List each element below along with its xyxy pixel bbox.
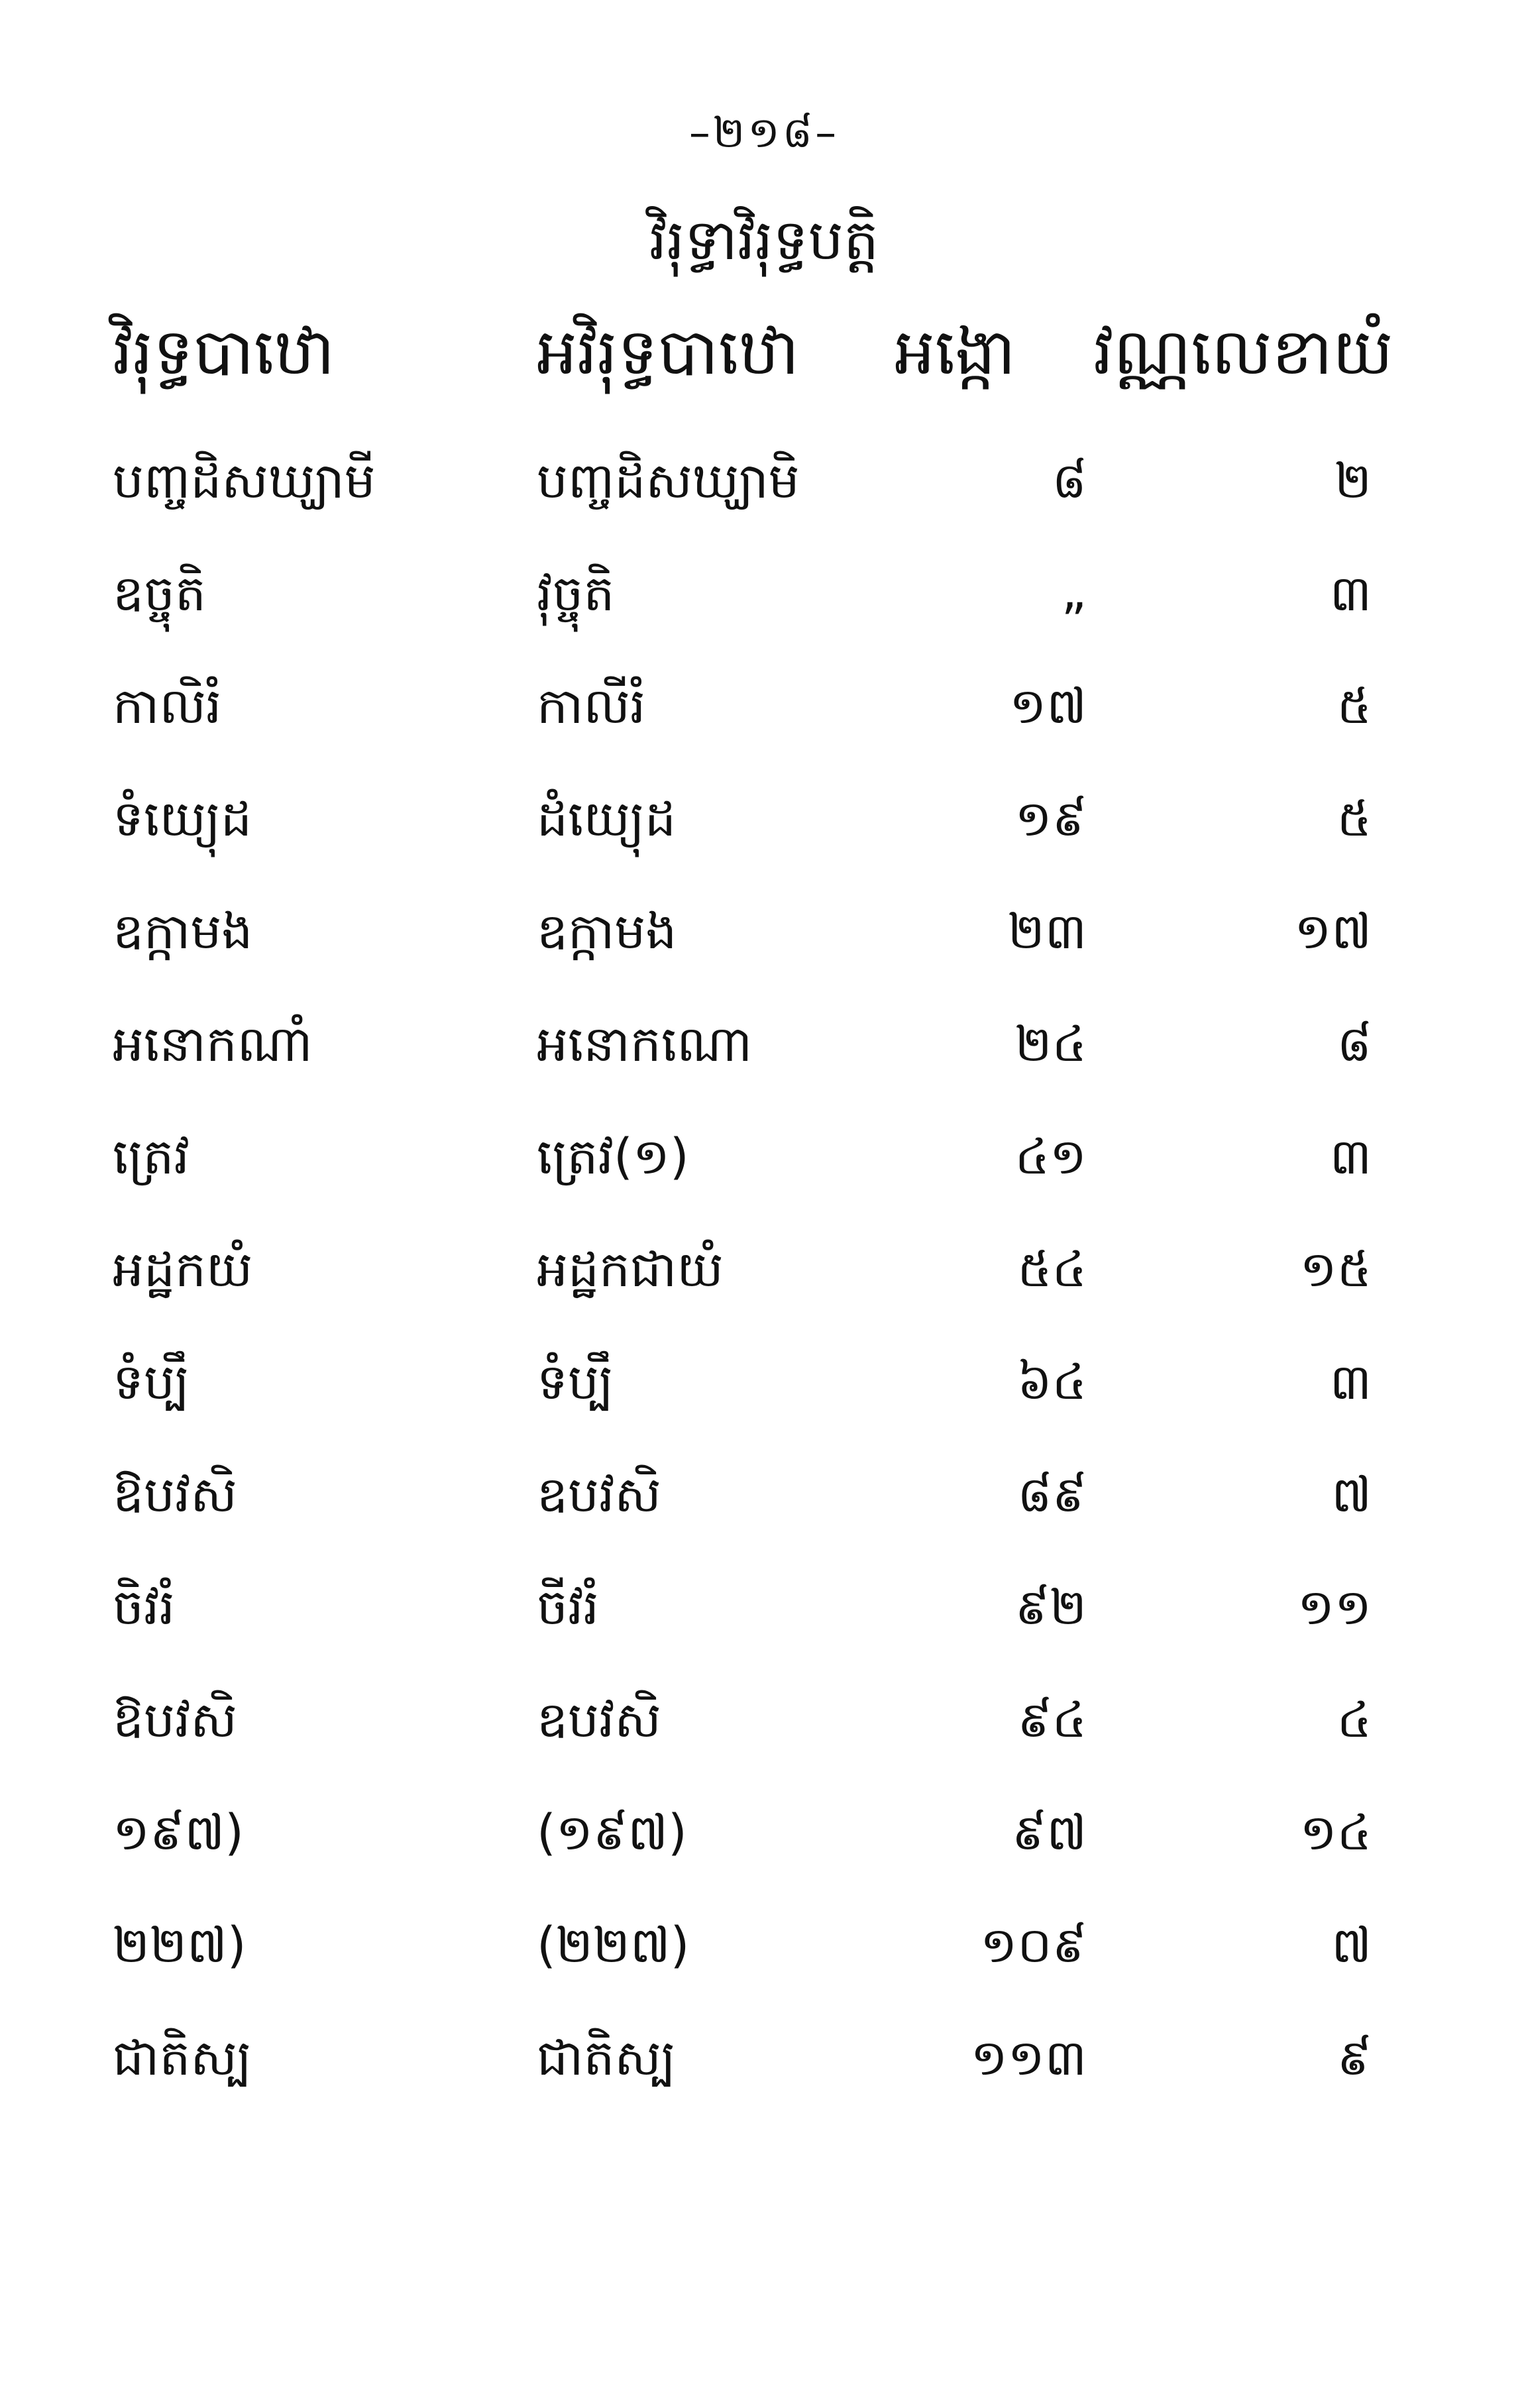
cell-wrong-reading: ទំយ្យេុដ — [113, 791, 252, 848]
table-row — [113, 789, 1372, 901]
cell-correct-reading: ឧបវសិ — [537, 1692, 661, 1749]
cell-page: ១០៩ — [980, 1917, 1087, 1974]
header-page: អង្កោ — [895, 315, 1016, 389]
cell-page: „ — [1061, 563, 1087, 620]
table-row — [113, 1352, 1372, 1464]
cell-page: ៩២ — [1014, 1579, 1087, 1636]
cell-line: ៥ — [1337, 791, 1372, 848]
cell-wrong-reading: ឧច្ចុតិ — [113, 565, 206, 622]
cell-correct-reading: (២២៧) — [537, 1917, 690, 1974]
cell-line: ១១ — [1297, 1579, 1372, 1636]
cell-correct-reading: ត្រេវ(១) — [537, 1128, 689, 1185]
table-row — [113, 1239, 1372, 1352]
cell-line: ៤ — [1337, 1692, 1372, 1749]
cell-page: ២៣ — [1007, 903, 1087, 960]
cell-line: ១៥ — [1299, 1241, 1372, 1298]
cell-page: ៩៧ — [1011, 1804, 1087, 1861]
cell-wrong-reading: ឱបវសិ — [113, 1692, 237, 1749]
cell-wrong-reading: អដ្ឋកយំ — [113, 1241, 253, 1298]
cell-page: ១៩ — [1014, 791, 1087, 848]
header-wrong-reading: វិរុទ្ធបាឋោ — [113, 315, 335, 389]
header-correct-reading: អវិរុទ្ធបាឋោ — [537, 315, 800, 389]
table-row — [113, 1577, 1372, 1690]
cell-correct-reading: ទំប្បឹ — [537, 1354, 614, 1411]
table-row — [113, 901, 1372, 1014]
table-row — [113, 1464, 1372, 1577]
cell-correct-reading: អនោកណោ — [537, 1016, 753, 1073]
cell-page: ៤១ — [1014, 1128, 1087, 1185]
table-row — [113, 1802, 1372, 1915]
cell-line: ៧ — [1331, 1466, 1372, 1523]
cell-wrong-reading: អនោកណាំ — [113, 1016, 313, 1073]
cell-correct-reading: ចីវរំ — [537, 1579, 599, 1636]
cell-line: ៨ — [1337, 1016, 1372, 1073]
cell-page: ៥៤ — [1017, 1241, 1087, 1298]
table-row — [113, 676, 1372, 789]
cell-line: ១៧ — [1294, 903, 1372, 960]
cell-wrong-reading: ជាតិស្ប — [113, 2030, 252, 2087]
cell-page: ៨៩ — [1017, 1466, 1087, 1523]
table-row — [113, 1690, 1372, 1802]
errata-table — [113, 311, 1393, 2140]
cell-wrong-reading: ឱបវសិ — [113, 1466, 237, 1523]
table-row — [113, 563, 1372, 676]
cell-correct-reading: (១៩៧) — [537, 1804, 687, 1861]
cell-wrong-reading: ត្រេវ — [113, 1128, 190, 1185]
cell-correct-reading: ឧក្កាមង — [537, 903, 677, 960]
cell-correct-reading: ឧបវសិ — [537, 1466, 661, 1523]
cell-line: ១៤ — [1299, 1804, 1372, 1861]
table-row — [113, 1126, 1372, 1239]
table-row — [113, 2028, 1372, 2140]
cell-line: ៣ — [1329, 565, 1372, 622]
table-row — [113, 1915, 1372, 2028]
cell-page: ៦៤ — [1017, 1354, 1087, 1411]
cell-page: ១១៣ — [970, 2030, 1087, 2087]
page-number: –២១៨– — [688, 109, 840, 158]
cell-wrong-reading: បញ្ចដិសឃ្ឃាមី — [113, 453, 376, 510]
cell-line: ២ — [1334, 453, 1372, 510]
cell-wrong-reading: ទំប្បឹ — [113, 1354, 190, 1411]
cell-line: ៧ — [1331, 1917, 1372, 1974]
cell-page: ៨ — [1052, 453, 1087, 510]
cell-page: ២៤ — [1014, 1016, 1087, 1073]
cell-correct-reading: កាលីរំ — [537, 678, 646, 735]
page-title: វិរុទ្ធាវិរុទ្ធបត្តិ — [649, 207, 879, 272]
cell-correct-reading: ដំយ្យេុដ — [537, 791, 676, 848]
cell-line: ៣ — [1329, 1354, 1372, 1411]
cell-correct-reading: វុច្ចុតិ — [537, 565, 615, 622]
cell-wrong-reading: ២២៧) — [113, 1917, 246, 1974]
table-row — [113, 1014, 1372, 1126]
cell-wrong-reading: កាលិរំ — [113, 678, 222, 735]
cell-line: ៥ — [1337, 678, 1372, 735]
table-row — [113, 451, 1372, 563]
cell-correct-reading: ជាតិស្ប — [537, 2030, 676, 2087]
cell-correct-reading: អដ្ឋកជាយំ — [537, 1241, 724, 1298]
cell-line: ៩ — [1337, 2030, 1372, 2087]
cell-wrong-reading: ១៩៧) — [113, 1804, 244, 1861]
cell-page: ១៧ — [1009, 678, 1087, 735]
table-header-row — [113, 311, 1393, 451]
cell-wrong-reading: ឧក្កាមង — [113, 903, 253, 960]
cell-wrong-reading: ចិវរំ — [113, 1579, 175, 1636]
cell-line: ៣ — [1329, 1128, 1372, 1185]
cell-page: ៩៤ — [1017, 1692, 1087, 1749]
header-line: វណ្ណលេខាយំ — [1093, 315, 1393, 389]
cell-correct-reading: បញ្ចដិសឃ្ឃាមិ — [537, 453, 800, 510]
